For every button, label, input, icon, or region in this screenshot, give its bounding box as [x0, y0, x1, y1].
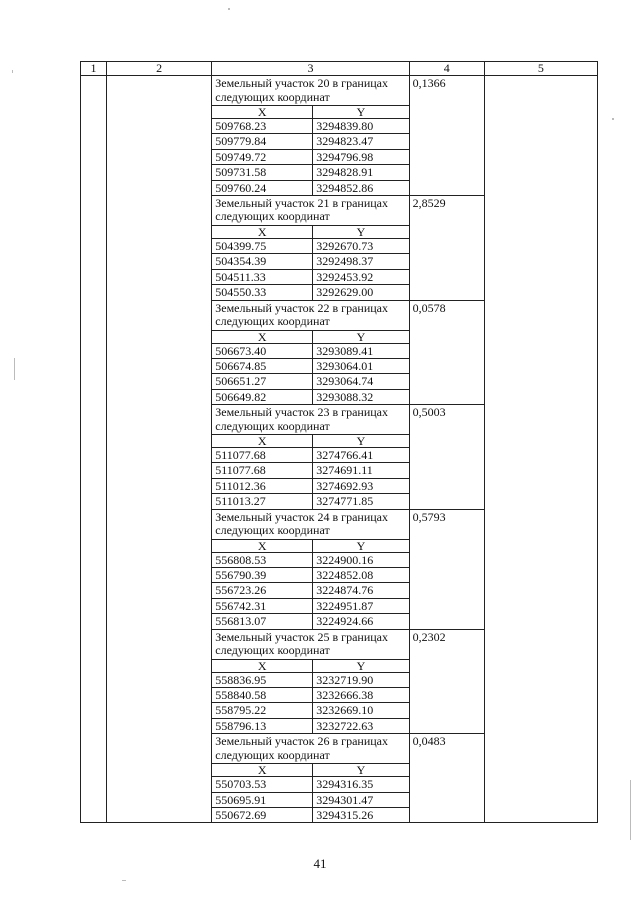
- y-coordinate: 3294301.47: [313, 792, 409, 807]
- x-coordinate: 509731.58: [212, 165, 313, 180]
- plot-area-value: 0,0483: [412, 734, 446, 749]
- coordinate-row: [212, 777, 408, 792]
- coordinate-row: [212, 478, 408, 493]
- column-5-cell: [484, 76, 597, 823]
- plot-description-cell: [212, 734, 409, 823]
- y-coordinate: 3274766.41: [313, 448, 409, 463]
- scan-speck: [612, 118, 614, 120]
- x-header: X: [212, 660, 313, 673]
- x-header: X: [212, 540, 313, 553]
- x-coordinate: 558796.13: [215, 718, 267, 733]
- x-coordinate: 558836.95: [212, 672, 313, 687]
- coordinate-row: [212, 343, 408, 358]
- column-2-cell: [107, 76, 212, 823]
- coordinate-row: [212, 389, 408, 404]
- coordinates-header-row: [212, 660, 408, 673]
- x-coordinate: 506649.82: [215, 389, 267, 404]
- coordinates-table: [212, 660, 408, 734]
- plot-area-value: 0,0578: [412, 300, 446, 315]
- scan-speck: [228, 8, 230, 10]
- coordinate-row: [212, 269, 408, 284]
- plot-area-value: 0,5003: [412, 405, 446, 420]
- coordinate-row: [212, 119, 408, 134]
- y-coordinate: 3294839.80: [313, 119, 409, 134]
- y-coordinate: 3224852.08: [313, 568, 409, 583]
- coordinate-row: [212, 568, 408, 583]
- area-cell: [409, 195, 484, 300]
- column-number-row: [81, 62, 598, 76]
- coordinates-header-row: [212, 435, 408, 448]
- y-coordinate: 3292670.73: [313, 238, 409, 253]
- x-coordinate: 509760.24: [215, 180, 267, 195]
- plot-description-cell: [212, 629, 409, 734]
- x-coordinate: 511012.36: [212, 478, 313, 493]
- y-coordinate: 3293064.01: [313, 358, 409, 373]
- coordinate-row: [212, 134, 408, 149]
- x-coordinate: 556723.26: [212, 583, 313, 598]
- plot-title: Земельный участок 25 в границах следующих координат: [212, 630, 408, 660]
- x-coordinate: 556813.07: [215, 614, 267, 629]
- x-coordinate: 509779.84: [212, 134, 313, 149]
- x-coordinate: 506673.40: [212, 343, 313, 358]
- plot-area-value: 0,2302: [412, 629, 446, 644]
- coordinates-header-row: [212, 106, 408, 119]
- y-header: Y: [313, 660, 409, 673]
- coordinate-row: [212, 285, 408, 300]
- area-cell: [409, 405, 484, 510]
- y-header: Y: [313, 764, 409, 777]
- x-header: X: [212, 435, 313, 448]
- x-coordinate: 506674.85: [212, 358, 313, 373]
- x-coordinate: 558840.58: [212, 687, 313, 702]
- y-coordinate: 3292629.00: [313, 285, 409, 300]
- plot-area-value: 0,5793: [412, 509, 446, 524]
- coordinate-row: [212, 598, 408, 613]
- coordinate-row: [212, 687, 408, 702]
- x-coordinate: 558795.22: [212, 703, 313, 718]
- column-number-1: 1: [81, 62, 107, 76]
- y-coordinate: 3293064.74: [313, 374, 409, 389]
- coordinate-row: [212, 672, 408, 687]
- column-number-2: 2: [107, 62, 212, 76]
- x-coordinate: 550703.53: [212, 777, 313, 792]
- coordinate-row: [212, 165, 408, 180]
- x-coordinate: 504399.75: [212, 238, 313, 253]
- y-coordinate: 3224900.16: [313, 552, 409, 567]
- page-number: 41: [313, 856, 327, 871]
- y-coordinate: 3294316.35: [313, 777, 409, 792]
- y-coordinate: 3274692.93: [313, 478, 409, 493]
- coordinate-row: [212, 463, 408, 478]
- x-coordinate: 556808.53: [212, 552, 313, 567]
- coordinates-header-row: [212, 764, 408, 777]
- x-coordinate: 509768.23: [212, 119, 313, 134]
- x-coordinate: 511013.27: [215, 494, 266, 509]
- y-coordinate: 3224924.66: [313, 614, 409, 629]
- y-coordinate: 3292498.37: [313, 254, 409, 269]
- plot-description-cell: [212, 509, 409, 629]
- coordinates-table: [212, 435, 408, 509]
- coordinate-row: [212, 149, 408, 164]
- y-coordinate: 3224951.87: [313, 598, 409, 613]
- coordinates-table: [212, 331, 408, 405]
- y-coordinate: 3232719.90: [313, 672, 409, 687]
- coordinates-header-row: [212, 226, 408, 239]
- y-coordinate: 3294315.26: [313, 807, 409, 822]
- y-coordinate: 3232666.38: [313, 687, 409, 702]
- plot-description-cell: [212, 300, 409, 405]
- plot-area-value: 2,8529: [412, 195, 446, 210]
- y-coordinate: 3232722.63: [313, 718, 409, 733]
- x-coordinate: 504511.33: [212, 269, 313, 284]
- y-coordinate: 3224874.76: [313, 583, 409, 598]
- column-1-cell: [81, 76, 107, 823]
- x-coordinate: 509749.72: [212, 149, 313, 164]
- scan-speck: [12, 70, 13, 73]
- coordinate-row: [212, 448, 408, 463]
- plot-title: Земельный участок 22 в границах следующих координат: [212, 301, 408, 331]
- coordinate-row: [212, 614, 408, 629]
- plot-title: Земельный участок 23 в границах следующих координат: [212, 405, 408, 435]
- coordinates-table: [212, 106, 408, 195]
- coordinate-row: [212, 358, 408, 373]
- plot-title: Земельный участок 26 в границах следующих координат: [212, 734, 408, 764]
- x-header: X: [212, 331, 313, 344]
- coordinates-header-row: [212, 331, 408, 344]
- y-header: Y: [313, 435, 409, 448]
- x-coordinate: 511077.68: [212, 448, 313, 463]
- y-coordinate: 3292453.92: [313, 269, 409, 284]
- coordinates-table: [212, 764, 408, 822]
- plot-description-cell: [212, 195, 409, 300]
- y-coordinate: 3294828.91: [313, 165, 409, 180]
- coordinate-row: [212, 703, 408, 718]
- plot-area-value: 0,1366: [412, 76, 446, 90]
- scan-speck: [122, 880, 126, 881]
- plot-title: Земельный участок 21 в границах следующих координат: [212, 196, 408, 226]
- coordinate-row: [212, 494, 408, 509]
- y-header: Y: [313, 331, 409, 344]
- coordinate-row: [212, 792, 408, 807]
- column-number-4: 4: [409, 62, 484, 76]
- y-coordinate: 3293089.41: [313, 343, 409, 358]
- plot-title: Земельный участок 24 в границах следующих координат: [212, 510, 408, 540]
- plot-description-cell: [212, 405, 409, 510]
- coordinate-row: [212, 374, 408, 389]
- x-coordinate: 556742.31: [212, 598, 313, 613]
- y-header: Y: [313, 540, 409, 553]
- coordinate-row: [212, 180, 408, 195]
- coordinate-row: [212, 718, 408, 733]
- coordinate-row: [212, 807, 408, 822]
- scan-speck: [14, 358, 15, 380]
- plot-description-cell: [212, 76, 409, 196]
- x-header: X: [212, 106, 313, 119]
- y-coordinate: 3274771.85: [313, 494, 409, 509]
- x-coordinate: 504550.33: [215, 285, 267, 300]
- scan-speck: [630, 780, 631, 840]
- coordinates-table: [212, 540, 408, 629]
- x-coordinate: 556790.39: [212, 568, 313, 583]
- area-cell: [409, 509, 484, 629]
- x-coordinate: 504354.39: [212, 254, 313, 269]
- area-cell: [409, 629, 484, 734]
- x-coordinate: 550695.91: [212, 792, 313, 807]
- plot-row: [81, 76, 598, 196]
- coordinate-row: [212, 238, 408, 253]
- column-number-5: 5: [484, 62, 597, 76]
- column-number-3: 3: [212, 62, 409, 76]
- area-cell: [409, 76, 484, 196]
- x-header: X: [212, 764, 313, 777]
- area-cell: [409, 300, 484, 405]
- y-coordinate: 3274691.11: [313, 463, 409, 478]
- y-coordinate: 3294823.47: [313, 134, 409, 149]
- y-header: Y: [313, 106, 409, 119]
- area-cell: [409, 734, 484, 823]
- land-plots-table: [80, 61, 598, 823]
- x-coordinate: 550672.69: [215, 807, 267, 822]
- y-coordinate: 3294852.86: [313, 180, 409, 195]
- coordinate-row: [212, 583, 408, 598]
- coordinate-row: [212, 552, 408, 567]
- y-coordinate: 3232669.10: [313, 703, 409, 718]
- y-header: Y: [313, 226, 409, 239]
- plot-title: Земельный участок 20 в границах следующих координат: [212, 76, 408, 106]
- x-coordinate: 511077.68: [212, 463, 313, 478]
- coordinates-header-row: [212, 540, 408, 553]
- coordinate-row: [212, 254, 408, 269]
- x-header: X: [212, 226, 313, 239]
- y-coordinate: 3293088.32: [313, 389, 409, 404]
- x-coordinate: 506651.27: [212, 374, 313, 389]
- coordinates-table: [212, 226, 408, 300]
- y-coordinate: 3294796.98: [313, 149, 409, 164]
